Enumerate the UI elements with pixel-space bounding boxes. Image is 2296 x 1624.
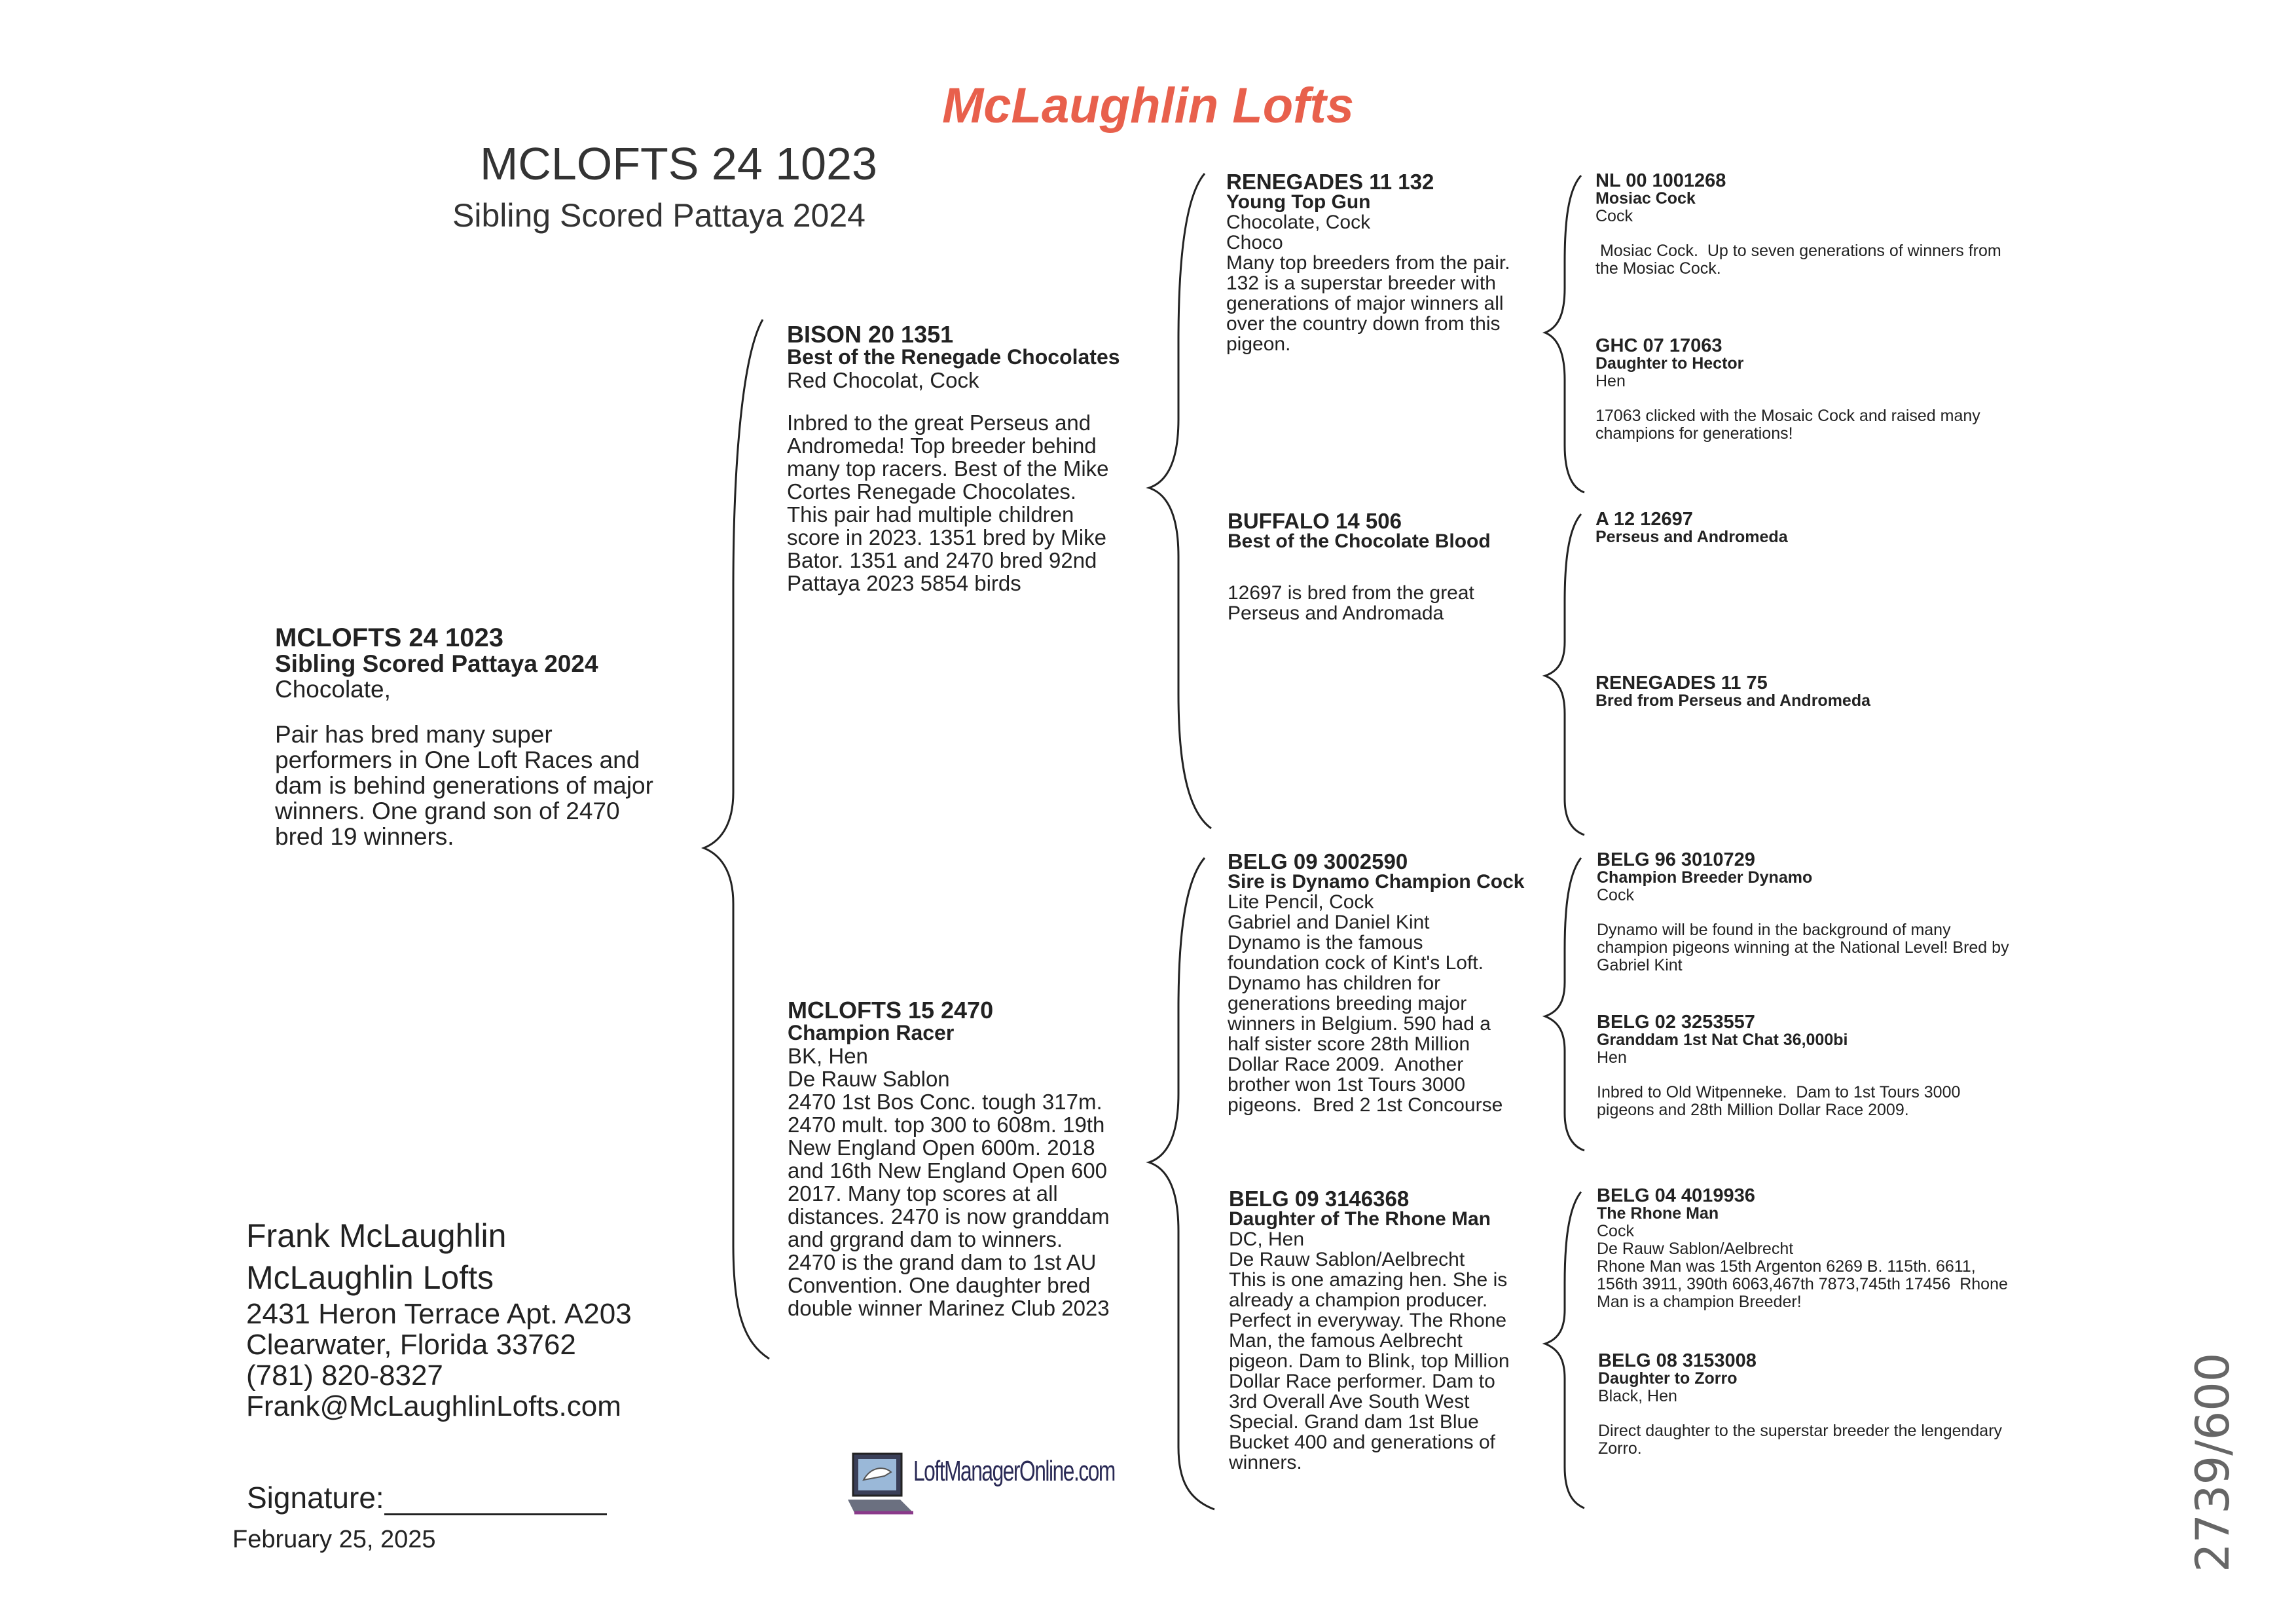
contact-city: Clearwater, Florida 33762 xyxy=(246,1329,576,1361)
loftmanager-logo xyxy=(841,1441,1115,1519)
pigeon-name: BELG 02 3253557 xyxy=(1597,1012,1755,1033)
pigeon-desc: Cock xyxy=(1595,207,1633,225)
pigeon-dds xyxy=(1597,1187,2068,1311)
bracket-gen1 xyxy=(704,320,769,1359)
pigeon-title: Granddam 1st Nat Chat 36,000bi xyxy=(1597,1031,1848,1049)
pigeon-desc: Cock xyxy=(1597,886,1634,904)
pigeon-desc: BK, Hen De Rauw Sablon xyxy=(788,1044,950,1091)
pigeon-ddd xyxy=(1598,1352,2069,1458)
pigeon-name: GHC 07 17063 xyxy=(1595,335,1722,356)
pigeon-comment: Dynamo will be found in the background of many champion pigeons winning at the National Level! Bred by Gabriel Kint xyxy=(1597,921,2009,974)
pigeon-name: RENEGADES 11 132 xyxy=(1226,170,1434,194)
pigeon-title: Daughter to Zorro xyxy=(1598,1369,1738,1388)
pigeon-name: BELG 09 3002590 xyxy=(1228,849,1408,874)
pigeon-title: Daughter to Hector xyxy=(1595,354,1744,373)
pigeon-dss xyxy=(1597,851,2068,974)
pigeon-title: Sire is Dynamo Champion Cock xyxy=(1228,871,1525,893)
handwritten-stamp xyxy=(2160,1352,2265,1572)
pigeon-title: Mosiac Cock xyxy=(1595,189,1696,208)
pigeon-title: Daughter of The Rhone Man xyxy=(1229,1208,1491,1230)
pigeon-sire-sire xyxy=(1226,172,1554,354)
logo-text: LoftManagerOnline.com xyxy=(913,1455,1115,1487)
header-pigeon-name: MCLOFTS 24 1023 xyxy=(480,138,877,189)
pigeon-name: BELG 09 3146368 xyxy=(1229,1187,1410,1211)
pigeon-comment: 12697 is bred from the great Perseus and Andromada xyxy=(1228,582,1474,624)
pigeon-dam-dam xyxy=(1229,1189,1556,1473)
pigeon-name: BUFFALO 14 506 xyxy=(1228,509,1402,533)
pigeon-dsd xyxy=(1597,1014,2068,1119)
pigeon-comment: 17063 clicked with the Mosaic Cock and raised many champions for generations! xyxy=(1595,407,1980,443)
contact-block xyxy=(246,1215,632,1422)
pigeon-sds xyxy=(1595,511,2067,546)
pigeon-dam-sire xyxy=(1228,851,1555,1115)
pigeon-desc: Hen xyxy=(1597,1048,1627,1067)
pigeon-comment: 2470 1st Bos Conc. tough 317m. 2470 mult. top 300 to 608m. 19th New England Open 600m. 2018 and 16th New England Open 600 2017. Many top scores at all distances. 2470 is now granddam and grgrand dam to winners. 2470 is the grand dam to 1st AU Convention. One daughter bred double winner Marinez Club 2023 xyxy=(788,1090,1110,1320)
pigeon-ssd xyxy=(1595,337,2067,443)
pigeon-desc: Red Chocolat, Cock xyxy=(787,368,979,392)
pigeon-title: Champion Breeder Dynamo xyxy=(1597,868,1813,887)
signature-line xyxy=(247,1480,607,1515)
pigeon-name: BELG 08 3153008 xyxy=(1598,1350,1757,1371)
laptop-logo-icon xyxy=(841,1441,920,1519)
pigeon-desc: Cock De Rauw Sablon/Aelbrecht xyxy=(1597,1222,1794,1258)
pigeon-comment: Pair has bred many super performers in One Loft Races and dam is behind generations of major winners. One grand son of 2470 bred 19 winners. xyxy=(275,721,653,850)
pigeon-comment: Dynamo is the famous foundation cock of Kint's Loft. Dynamo has children for generations breeding major winners in Belgium. 590 had a half sister score 28th Million Dollar Race 2009. Another brother won 1st Tours 3000 pigeons. Bred 2 1st Concourse xyxy=(1228,932,1503,1116)
contact-email: Frank@McLaughlinLofts.com xyxy=(246,1390,621,1422)
pigeon-sire xyxy=(787,323,1167,595)
pigeon-desc: Lite Pencil, Cock Gabriel and Daniel Kint xyxy=(1228,891,1430,933)
pigeon-title: Best of the Chocolate Blood xyxy=(1228,530,1491,552)
contact-address: 2431 Heron Terrace Apt. A203 xyxy=(246,1298,632,1330)
pigeon-name: MCLOFTS 15 2470 xyxy=(788,997,994,1024)
pigeon-title: Young Top Gun xyxy=(1226,191,1371,213)
pigeon-sss xyxy=(1595,172,2067,278)
pigeon-comment: Inbred to the great Perseus and Andromeda! Top breeder behind many top racers. Best of the Mike Cortes Renegade Chocolates. This pair had multiple children score in 2023. 1351 bred by Mike Bator. 1351 and 2470 bred 92nd Pattaya 2023 5854 birds xyxy=(787,411,1109,595)
pigeon-name: BISON 20 1351 xyxy=(787,321,954,348)
pigeon-title: Best of the Renegade Chocolates xyxy=(787,345,1120,369)
pigeon-name: RENEGADES 11 75 xyxy=(1595,673,1768,693)
pigeon-subject xyxy=(275,625,694,849)
pigeon-name: BELG 96 3010729 xyxy=(1597,849,1755,870)
contact-loft: McLaughlin Lofts xyxy=(246,1259,494,1296)
brand-title: McLaughlin Lofts xyxy=(941,78,1355,134)
pigeon-sdd xyxy=(1595,674,2067,710)
document-date: February 25, 2025 xyxy=(232,1526,436,1553)
signature-blank xyxy=(384,1485,607,1515)
stamp-text: 2739/600 xyxy=(2186,1352,2240,1572)
pigeon-title: Sibling Scored Pattaya 2024 xyxy=(275,650,598,677)
pigeon-title: Champion Racer xyxy=(788,1021,955,1044)
pigeon-title: Perseus and Andromeda xyxy=(1595,528,1788,546)
pigeon-comment: Direct daughter to the superstar breeder the lengendary Zorro. xyxy=(1598,1422,2003,1458)
pigeon-name: MCLOFTS 24 1023 xyxy=(275,623,504,652)
contact-name: Frank McLaughlin xyxy=(246,1217,507,1254)
pigeon-sire-dam xyxy=(1228,511,1555,623)
pigeon-title: The Rhone Man xyxy=(1597,1204,1719,1223)
pigeon-comment: This is one amazing hen. She is already a champion producer. Perfect in everyway. The Rhone Man, the famous Aelbrecht pigeon. Dam to Blink, top Million Dollar Race performer. Dam to 3rd Overall Ave South West Special. Grand dam 1st Blue Bucket 400 and generations of winners. xyxy=(1229,1269,1510,1473)
pigeon-name: A 12 12697 xyxy=(1595,509,1693,530)
pigeon-dam xyxy=(788,999,1167,1320)
contact-phone: (781) 820-8327 xyxy=(246,1359,443,1392)
signature-label: Signature: xyxy=(247,1481,384,1515)
pigeon-comment: Inbred to Old Witpenneke. Dam to 1st Tours 3000 pigeons and 28th Million Dollar Race 2009. xyxy=(1597,1083,1961,1119)
pigeon-desc: Chocolate, xyxy=(275,676,391,703)
pigeon-name: NL 00 1001268 xyxy=(1595,170,1726,191)
pigeon-comment: Mosiac Cock. Up to seven generations of winners from the Mosiac Cock. xyxy=(1595,242,2001,278)
pigeon-desc: Black, Hen xyxy=(1598,1387,1677,1405)
pigeon-desc: Chocolate, Cock Choco xyxy=(1226,212,1371,253)
pigeon-desc: DC, Hen De Rauw Sablon/Aelbrecht xyxy=(1229,1228,1465,1270)
pigeon-comment: Rhone Man was 15th Argenton 6269 B. 115th. 6611, 156th 3911, 390th 6063,467th 7873,745th 17456 Rhone Man is a champion Breeder! xyxy=(1597,1257,2008,1311)
pigeon-desc: Hen xyxy=(1595,372,1626,390)
pigeon-title: Bred from Perseus and Andromeda xyxy=(1595,692,1871,710)
pigeon-comment: Many top breeders from the pair. 132 is a superstar breeder with generations of major winners all over the country down from this pigeon. xyxy=(1226,252,1510,355)
pigeon-name: BELG 04 4019936 xyxy=(1597,1185,1755,1206)
header-subtitle: Sibling Scored Pattaya 2024 xyxy=(452,197,866,234)
